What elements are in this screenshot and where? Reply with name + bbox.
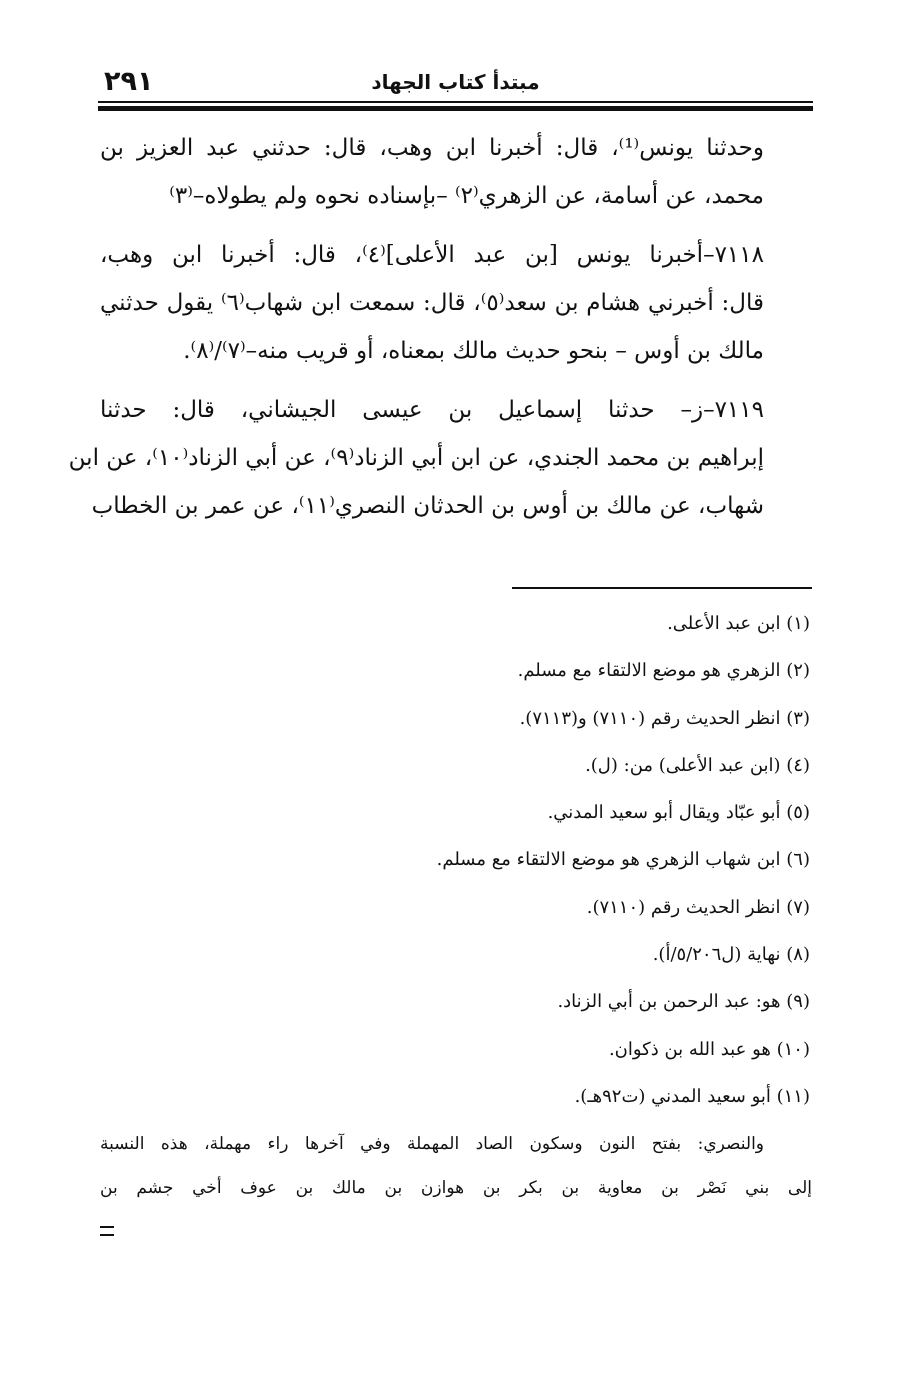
continuation-mark: [100, 1226, 114, 1236]
text-line: والنصري: بفتح النون وسكون الصاد المهملة وفي آخرها راء مهملة، هذه النسبة: [100, 1134, 764, 1154]
footnotes: [100, 600, 810, 1120]
footnote: (٩) هو: عبد الرحمن بن أبي الزناد.: [557, 991, 810, 1013]
page-header: [98, 64, 813, 104]
footnote: (٥) أبو عبّاد ويقال أبو سعيد المدني.: [547, 802, 810, 824]
text-line: ٧١١٨–أخبرنا يونس [بن عبد الأعلى]⁽٤⁾، قال: أخبرنا ابن وهب،: [100, 242, 764, 268]
footnote: (٨) نهاية (ل٥/٢٠٦/أ).: [652, 944, 810, 966]
text-line: إلى بني نَصْر بن معاوية بن بكر بن هوازن بن مالك بن عوف أخي جشم بن: [100, 1178, 812, 1198]
paragraph: [100, 124, 812, 220]
running-title: مبتدأ كتاب الجهاد: [371, 70, 540, 94]
main-text: [68, 124, 812, 541]
nisba-note: [100, 1122, 812, 1210]
footnote: (١) ابن عبد الأعلى.: [667, 613, 810, 634]
header-rule-thin: [98, 101, 813, 103]
text-line: مالك بن أوس – بنحو حديث مالك بمعناه، أو قريب منه–⁽٧⁾/⁽٨⁾.: [183, 338, 764, 364]
footnote: (٧) انظر الحديث رقم (٧١١٠).: [586, 896, 810, 918]
paragraph-7119: [68, 386, 812, 530]
page-number: ٢٩١: [104, 66, 154, 97]
paragraph-7118: [100, 231, 812, 375]
text-line: محمد، عن أسامة، عن الزهري⁽٢⁾ –بإسناده نحوه ولم يطولاه–⁽٣⁾: [169, 183, 764, 209]
header-rule-thick: [98, 106, 813, 111]
footnote: (٤) (ابن عبد الأعلى) من: (ل).: [585, 754, 810, 776]
footnote: (٢) الزهري هو موضع الالتقاء مع مسلم.: [517, 660, 810, 682]
text-line: إبراهيم بن محمد الجندي، عن ابن أبي الزناد⁽٩⁾، عن أبي الزناد⁽١٠⁾، عن ابن: [68, 445, 764, 471]
footnote: (١٠) هو عبد الله بن ذكوان.: [608, 1038, 810, 1060]
footnote: (٦) ابن شهاب الزهري هو موضع الالتقاء مع مسلم.: [436, 849, 810, 871]
text-line: شهاب، عن مالك بن أوس بن الحدثان النصري⁽١١⁾، عن عمر بن الخطاب: [91, 493, 764, 519]
text-line: وحدثنا يونس⁽¹⁾، قال: أخبرنا ابن وهب، قال: حدثني عبد العزيز بن: [100, 135, 764, 161]
text-line: ٧١١٩–ز– حدثنا إسماعيل بن عيسى الجيشاني، قال: حدثنا: [100, 397, 764, 423]
footnote: (٣) انظر الحديث رقم (٧١١٠) و(٧١١٣).: [519, 707, 810, 729]
text-line: قال: أخبرني هشام بن سعد⁽٥⁾، قال: سمعت ابن شهاب⁽٦⁾ يقول حدثني: [100, 290, 765, 316]
footnote: (١١) أبو سعيد المدني (ت٩٢هـ).: [574, 1085, 810, 1107]
footnote-separator: [512, 587, 812, 589]
